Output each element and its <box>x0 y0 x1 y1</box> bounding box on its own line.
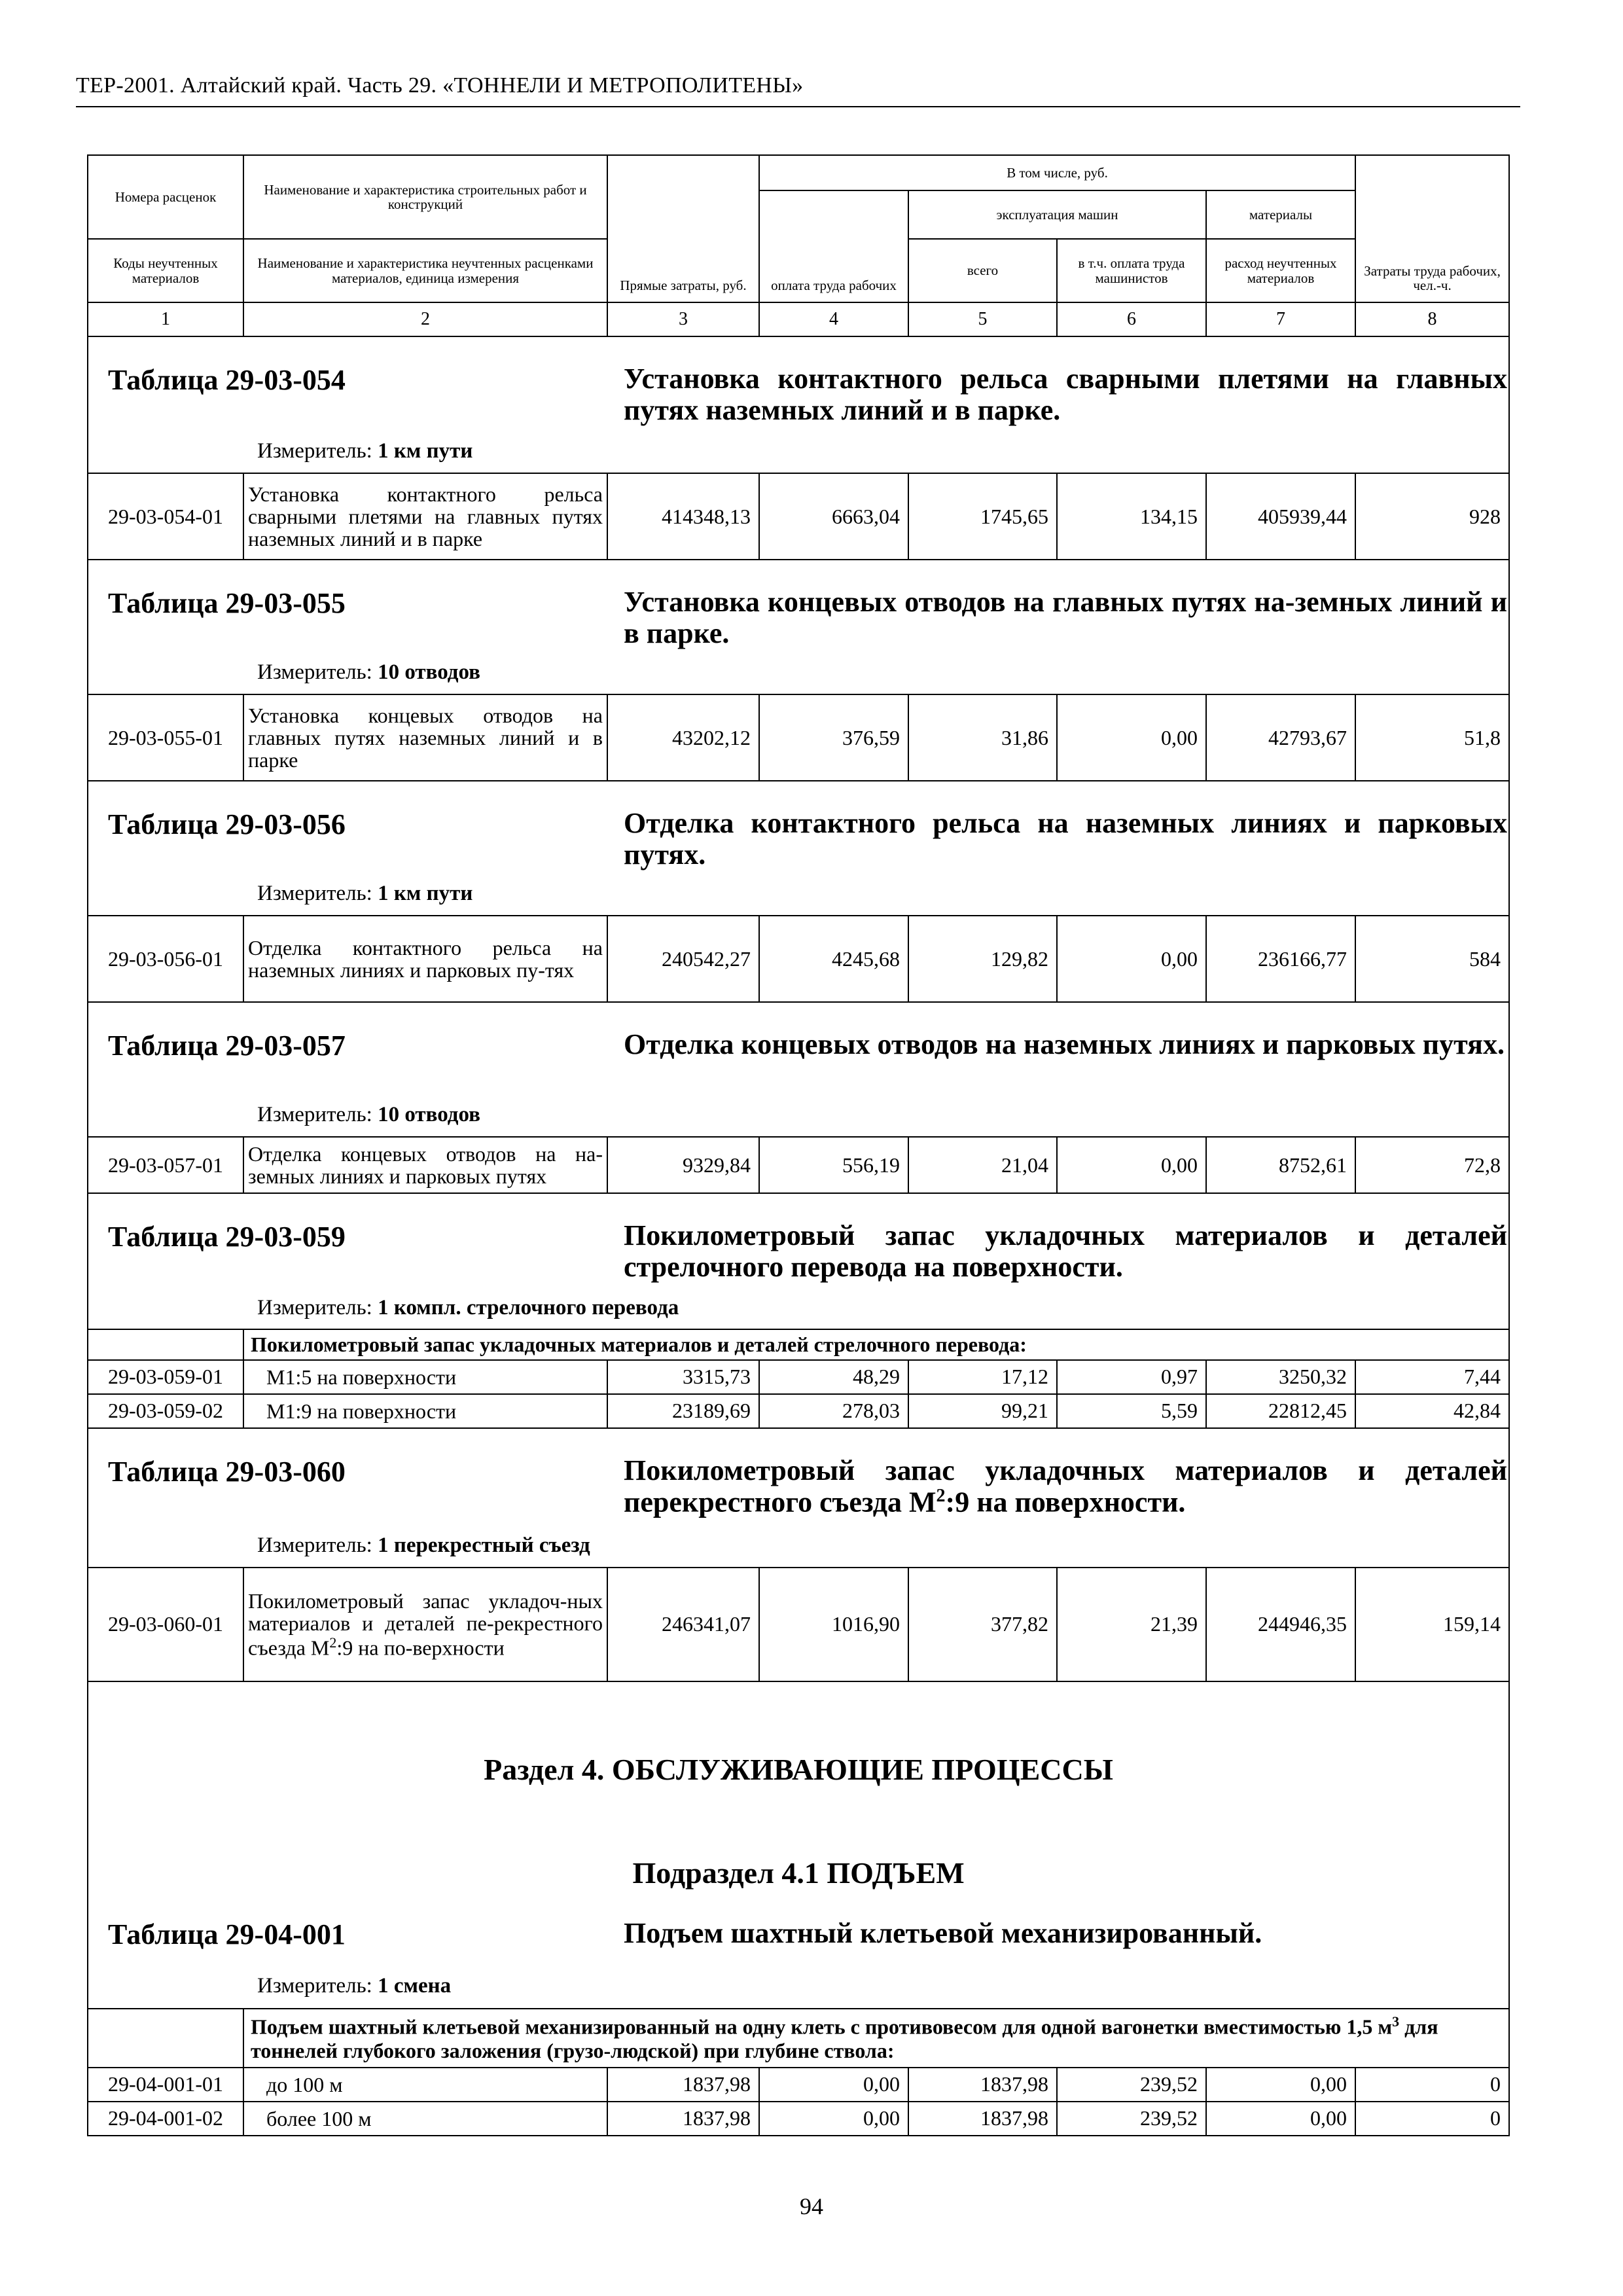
rate-name: Установка контактного рельса сварными плетями на главных путях наземных линий и в парке <box>243 473 607 560</box>
table-row <box>88 1360 1509 1394</box>
materials: 22812,45 <box>1206 1394 1355 1428</box>
table-unit: Измеритель: 1 смена <box>257 1973 452 1998</box>
col-num: 1 <box>88 302 243 336</box>
section-title: Раздел 4. ОБСЛУЖИВАЮЩИЕ ПРОЦЕССЫ <box>484 1752 1113 1786</box>
hdr-col1-bottom: Коды неучтенных материалов <box>88 239 243 302</box>
machines-labor: 134,15 <box>1057 473 1206 560</box>
machines-total: 1837,98 <box>908 2102 1057 2136</box>
machines-total: 21,04 <box>908 1137 1057 1193</box>
table-unit: Измеритель: 1 перекрестный съезд <box>257 1533 590 1557</box>
machines-labor: 0,97 <box>1057 1360 1206 1394</box>
table-description: Покилометровый запас укладочных материалов и деталей перекрестного съезда $М^2:9$ на поверхности. <box>624 1454 1507 1518</box>
labor-hours: 159,14 <box>1355 1568 1509 1681</box>
labor-pay: 376,59 <box>759 694 908 781</box>
table-title-block <box>88 1428 1509 1568</box>
table-unit: Измеритель: 1 км пути <box>257 882 473 905</box>
rate-code: 29-04-001-01 <box>88 2068 243 2102</box>
machines-total: 129,82 <box>908 916 1057 1002</box>
table-row <box>88 473 1509 560</box>
table-description: Установка концевых отводов на главных путях на-земных линий и в парке. <box>624 586 1507 650</box>
direct-costs: 43202,12 <box>607 694 759 781</box>
labor-pay: 1016,90 <box>759 1568 908 1681</box>
rate-name: Отделка концевых отводов на на-земных линиях и парковых путях <box>243 1137 607 1193</box>
page-number: 94 <box>800 2193 823 2219</box>
direct-costs: 246341,07 <box>607 1568 759 1681</box>
table-row <box>88 1137 1509 1193</box>
labor-pay: 278,03 <box>759 1394 908 1428</box>
table-row <box>88 2068 1509 2102</box>
labor-pay: 556,19 <box>759 1137 908 1193</box>
labor-pay: 6663,04 <box>759 473 908 560</box>
rate-name: Покилометровый запас укладоч-ных материалов и деталей пе-рекрестного съезда $М^2:9$ на по-верхности <box>243 1568 607 1681</box>
table-description: Покилометровый запас укладочных материалов и деталей стрелочного перевода на поверхности. <box>624 1219 1507 1283</box>
col-num: 7 <box>1206 302 1355 336</box>
subsection-title: Подраздел 4.1 ПОДЪЕМ <box>632 1856 965 1890</box>
col-num: 4 <box>759 302 908 336</box>
machines-labor: 0,00 <box>1057 1137 1206 1193</box>
hdr-including: В том числе, руб. <box>759 155 1355 190</box>
table-unit: Измеритель: 1 км пути <box>257 439 473 463</box>
labor-hours: 42,84 <box>1355 1394 1509 1428</box>
col-num: 6 <box>1057 302 1206 336</box>
materials: 244946,35 <box>1206 1568 1355 1681</box>
labor-pay: 0,00 <box>759 2102 908 2136</box>
group-title: Покилометровый запас укладочных материалов и деталей стрелочного перевода: <box>243 1329 1509 1360</box>
table-row <box>88 2102 1509 2136</box>
rate-code: 29-03-060-01 <box>88 1568 243 1681</box>
empty-cell <box>88 2009 243 2068</box>
table-row <box>88 916 1509 1002</box>
machines-labor: 0,00 <box>1057 694 1206 781</box>
section-block <box>88 1681 1509 2009</box>
hdr-labor-pay: оплата труда рабочих <box>759 190 908 302</box>
table-description: Отделка контактного рельса на наземных линиях и парковых путях. <box>624 807 1507 871</box>
direct-costs: 3315,73 <box>607 1360 759 1394</box>
col-num: 5 <box>908 302 1057 336</box>
rate-name: до 100 м <box>243 2068 607 2102</box>
hdr-col2-top: Наименование и характеристика строительных работ и конструкций <box>243 155 607 239</box>
hdr-col1-top: Номера расценок <box>88 155 243 239</box>
labor-hours: 51,8 <box>1355 694 1509 781</box>
labor-hours: 7,44 <box>1355 1360 1509 1394</box>
table-id: Таблица 29-03-055 <box>108 587 346 619</box>
col-num: 8 <box>1355 302 1509 336</box>
hdr-machines-labor: в т.ч. оплата труда машинистов <box>1057 239 1206 302</box>
hdr-materials: материалы <box>1206 190 1355 239</box>
rate-name: М1:9 на поверхности <box>243 1394 607 1428</box>
materials: 0,00 <box>1206 2068 1355 2102</box>
hdr-labor-cost: Затраты труда рабочих, чел.-ч. <box>1355 155 1509 302</box>
direct-costs: 23189,69 <box>607 1394 759 1428</box>
rate-code: 29-03-059-02 <box>88 1394 243 1428</box>
direct-costs: 240542,27 <box>607 916 759 1002</box>
hdr-machines: эксплуатация машин <box>908 190 1206 239</box>
direct-costs: 414348,13 <box>607 473 759 560</box>
machines-labor: 21,39 <box>1057 1568 1206 1681</box>
table-id: Таблица 29-03-056 <box>108 808 346 840</box>
machines-total: 17,12 <box>908 1360 1057 1394</box>
materials: 42793,67 <box>1206 694 1355 781</box>
table-title-block <box>88 1193 1509 1329</box>
table-description: Подъем шахтный клетьевой механизированный. <box>624 1916 1262 1949</box>
table-title-block <box>88 560 1509 694</box>
col-num: 2 <box>243 302 607 336</box>
table-row <box>88 1568 1509 1681</box>
materials: 405939,44 <box>1206 473 1355 560</box>
machines-labor: 239,52 <box>1057 2068 1206 2102</box>
header-rule <box>76 106 1520 107</box>
table-id: Таблица 29-03-057 <box>108 1030 346 1062</box>
machines-total: 31,86 <box>908 694 1057 781</box>
table-description: Отделка концевых отводов на наземных линиях и парковых путях. <box>624 1028 1505 1060</box>
materials: 8752,61 <box>1206 1137 1355 1193</box>
hdr-direct-costs: Прямые затраты, руб. <box>607 155 759 302</box>
table-id: Таблица 29-04-001 <box>108 1918 346 1950</box>
machines-total: 99,21 <box>908 1394 1057 1428</box>
group-title: Подъем шахтный клетьевой механизированный на одну клеть с противовесом для одной вагонетки вместимостью 1,5 $м^3$ для тоннелей глубокого заложения (грузо-людской) при глубине ствола: <box>243 2009 1509 2068</box>
machines-total: 1745,65 <box>908 473 1057 560</box>
materials: 3250,32 <box>1206 1360 1355 1394</box>
table-id: Таблица 29-03-060 <box>108 1455 346 1488</box>
running-head: ТЕР-2001. Алтайский край. Часть 29. «ТОННЕЛИ И МЕТРОПОЛИТЕНЫ» <box>76 73 804 98</box>
direct-costs: 9329,84 <box>607 1137 759 1193</box>
table-title-block <box>88 336 1509 473</box>
rate-name: Установка концевых отводов на главных путях наземных линий и в парке <box>243 694 607 781</box>
table-unit: Измеритель: 10 отводов <box>257 660 480 684</box>
table-unit: Измеритель: 10 отводов <box>257 1103 480 1126</box>
rate-code: 29-03-057-01 <box>88 1137 243 1193</box>
rate-name: более 100 м <box>243 2102 607 2136</box>
labor-hours: 0 <box>1355 2068 1509 2102</box>
table-id: Таблица 29-03-054 <box>108 364 346 396</box>
rate-code: 29-03-054-01 <box>88 473 243 560</box>
materials: 236166,77 <box>1206 916 1355 1002</box>
labor-pay: 4245,68 <box>759 916 908 1002</box>
rate-name: Отделка контактного рельса на наземных линиях и парковых пу-тях <box>243 916 607 1002</box>
hdr-col2-bottom: Наименование и характеристика неучтенных расценками материалов, единица измерения <box>243 239 607 302</box>
labor-hours: 72,8 <box>1355 1137 1509 1193</box>
rate-name: М1:5 на поверхности <box>243 1360 607 1394</box>
labor-hours: 928 <box>1355 473 1509 560</box>
table-id: Таблица 29-03-059 <box>108 1221 346 1253</box>
empty-cell <box>88 1329 243 1360</box>
hdr-materials-sub: расход неучтенных материалов <box>1206 239 1355 302</box>
rate-code: 29-03-059-01 <box>88 1360 243 1394</box>
table-row <box>88 694 1509 781</box>
labor-pay: 0,00 <box>759 2068 908 2102</box>
labor-hours: 0 <box>1355 2102 1509 2136</box>
table-row <box>88 1394 1509 1428</box>
table-description: Установка контактного рельса сварными плетями на главных путях наземных линий и в парке. <box>624 363 1507 427</box>
labor-pay: 48,29 <box>759 1360 908 1394</box>
rates-table <box>87 154 1510 2136</box>
col-num: 3 <box>607 302 759 336</box>
table-unit: Измеритель: 1 компл. стрелочного перевода <box>257 1296 679 1319</box>
rate-code: 29-03-056-01 <box>88 916 243 1002</box>
direct-costs: 1837,98 <box>607 2068 759 2102</box>
machines-labor: 5,59 <box>1057 1394 1206 1428</box>
rate-code: 29-04-001-02 <box>88 2102 243 2136</box>
direct-costs: 1837,98 <box>607 2102 759 2136</box>
materials: 0,00 <box>1206 2102 1355 2136</box>
machines-total: 377,82 <box>908 1568 1057 1681</box>
table-title-block <box>88 1002 1509 1137</box>
machines-labor: 239,52 <box>1057 2102 1206 2136</box>
hdr-machines-total: всего <box>908 239 1057 302</box>
machines-total: 1837,98 <box>908 2068 1057 2102</box>
table-title-block <box>88 781 1509 916</box>
machines-labor: 0,00 <box>1057 916 1206 1002</box>
rate-code: 29-03-055-01 <box>88 694 243 781</box>
labor-hours: 584 <box>1355 916 1509 1002</box>
